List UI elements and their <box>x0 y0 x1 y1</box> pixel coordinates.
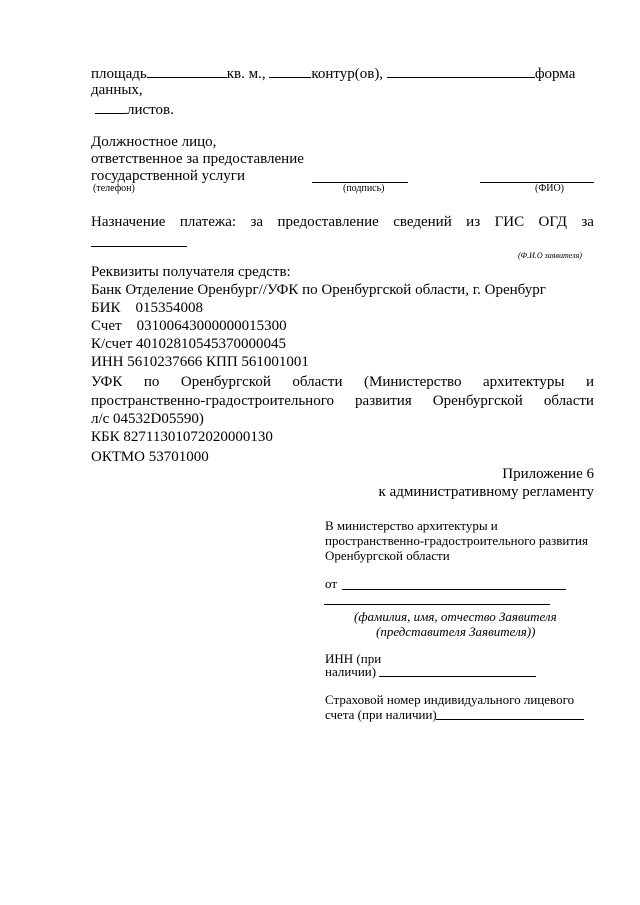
payment-purpose-word: Назначение <box>91 214 166 230</box>
requisites-bik: БИК 015354008 <box>91 300 203 316</box>
ufk-line-1-word: Оренбургской <box>180 374 271 390</box>
addressee-line-2: пространственно-градостроительного развития <box>325 533 588 548</box>
requisites-ufk-line-2 <box>91 393 594 410</box>
payment-applicant-blank <box>91 246 187 247</box>
format-blank <box>387 64 535 78</box>
payment-purpose-word: платежа: <box>179 214 237 230</box>
ufk-line-1-word: (Министерство <box>364 374 462 390</box>
area-blank <box>147 64 227 78</box>
requisites-ufk-line-3: л/с 04532D05590) <box>91 411 204 427</box>
requisites-oktmo: ОКТМО 53701000 <box>91 449 209 465</box>
area-label: площадь <box>91 66 147 82</box>
official-line-1: Должностное лицо, <box>91 134 217 150</box>
payment-purpose-word: предоставление <box>277 214 379 230</box>
name-caption: (ФИО) <box>535 183 565 194</box>
requisites-heading: Реквизиты получателя средств: <box>91 264 291 280</box>
ufk-line-1-word: и <box>585 374 594 390</box>
ufk-line-2-word: пространственно-градостроительного <box>91 393 334 409</box>
payment-purpose-word: ОГД <box>538 214 567 230</box>
from-label: от <box>325 576 338 591</box>
requisites-ufk-line-1 <box>91 374 594 391</box>
applicant-caption-1: (фамилия, имя, отчество Заявителя <box>354 609 557 624</box>
sheets-blank <box>95 100 127 114</box>
contours-label: контур(ов), <box>311 66 384 82</box>
ufk-line-1-word: архитектуры <box>483 374 565 390</box>
appendix-line-1: Приложение 6 <box>502 466 594 482</box>
inn-blank <box>379 676 536 677</box>
requisites-bank: Банк Отделение Оренбург//УФК по Оренбургской области, г. Оренбург <box>91 282 546 298</box>
ufk-line-2-word: области <box>543 393 594 409</box>
contours-blank <box>269 64 311 78</box>
applicant-name-blank <box>324 604 550 605</box>
sheets-line <box>95 100 174 119</box>
official-line-2: ответственное за предоставление <box>91 151 304 167</box>
inn-label-2: наличии) <box>325 664 377 679</box>
ufk-line-2-word: Оренбургской <box>432 393 523 409</box>
form-word: форма <box>534 66 576 82</box>
requisites-inn-kpp: ИНН 5610237666 КПП 561001001 <box>91 354 309 370</box>
payment-purpose-line <box>91 214 594 231</box>
snils-label-1: Страховой номер индивидуального лицевого <box>325 692 575 707</box>
payment-purpose-word: из <box>466 214 481 230</box>
snils-label-2: счета (при наличии) <box>325 707 437 722</box>
payment-purpose-word: ГИС <box>494 214 525 230</box>
signature-caption: (подпись) <box>343 183 385 194</box>
payment-purpose-word: за <box>581 214 594 230</box>
applicant-caption: (Ф.И.О заявителя) <box>518 251 582 260</box>
appendix-line-2: к административному регламенту <box>378 484 594 500</box>
phone-caption: (телефон) <box>93 183 135 194</box>
addressee-line-3: Оренбургской области <box>325 548 450 563</box>
sqm-label: кв. м., <box>226 66 266 82</box>
official-line-3: государственной услуги <box>91 168 245 184</box>
area-line <box>91 64 575 83</box>
ufk-line-1-word: по <box>143 374 160 390</box>
requisites-account: Счет 03100643000000015300 <box>91 318 287 334</box>
applicant-caption-2: (представителя Заявителя)) <box>376 624 536 639</box>
payment-purpose-word: сведений <box>393 214 452 230</box>
payment-purpose-word: за <box>250 214 264 230</box>
from-blank <box>342 589 566 590</box>
snils-blank <box>436 719 584 720</box>
requisites-corr: К/счет 40102810545370000045 <box>91 336 287 352</box>
inn-label-1: ИНН (при <box>325 651 382 666</box>
sheets-label: листов. <box>127 102 174 118</box>
addressee-line-1: В министерство архитектуры и <box>325 518 498 533</box>
requisites-kbk: КБК 82711301072020000130 <box>91 429 273 445</box>
data-word-line: данных, <box>91 82 143 98</box>
ufk-line-1-word: области <box>292 374 343 390</box>
ufk-line-2-word: развития <box>355 393 412 409</box>
ufk-line-1-word: УФК <box>91 374 123 390</box>
